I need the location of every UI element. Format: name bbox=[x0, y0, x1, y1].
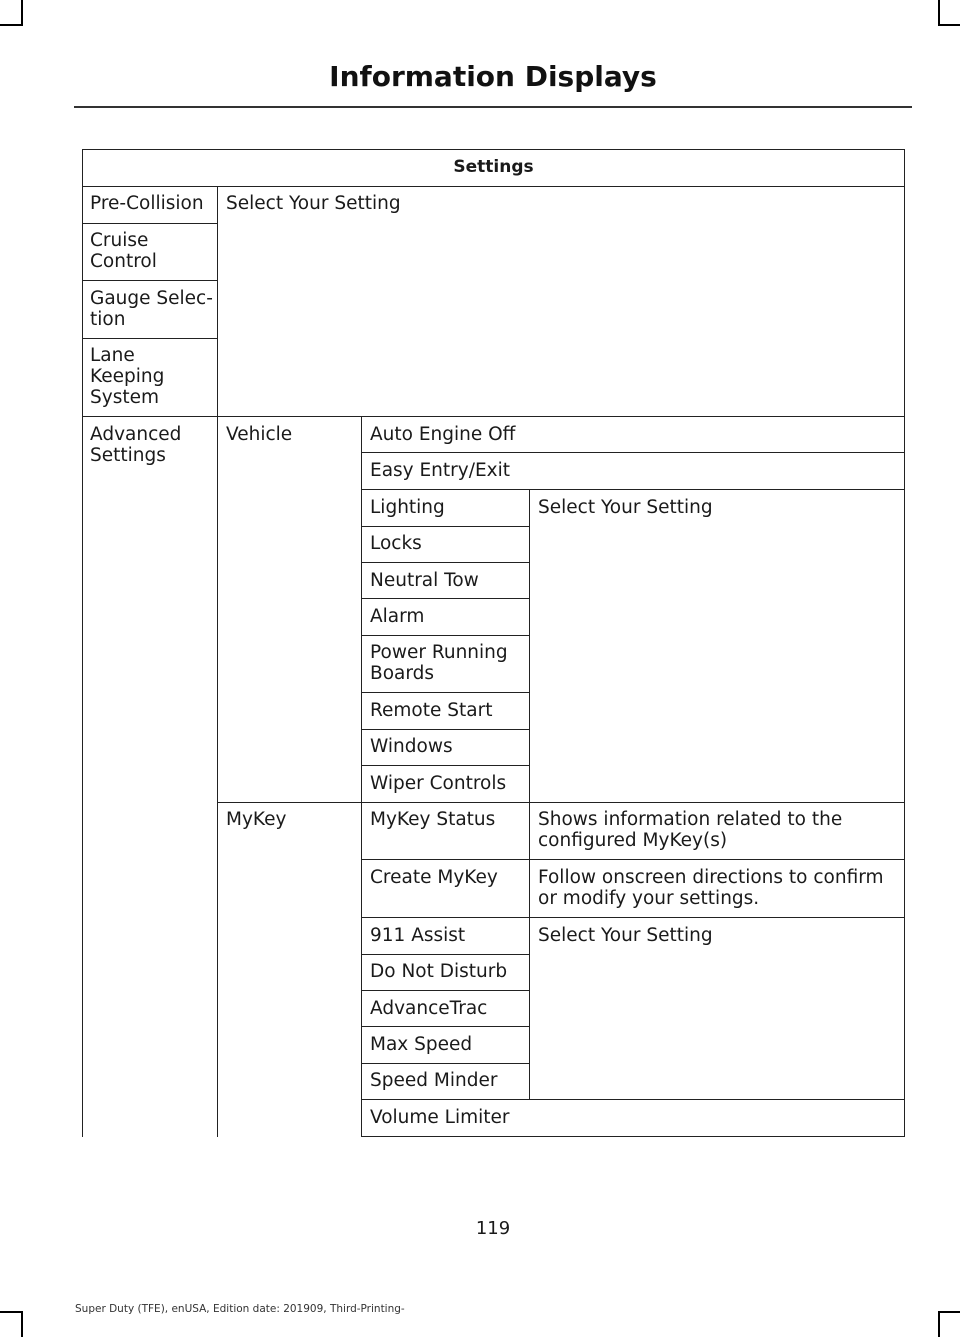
row-divider bbox=[361, 489, 905, 490]
cell-lighting: Lighting bbox=[370, 497, 445, 518]
row-divider bbox=[361, 765, 530, 766]
row-divider bbox=[361, 990, 530, 991]
cell-mykey-status: MyKey Status bbox=[370, 809, 496, 830]
row-divider bbox=[217, 802, 905, 803]
cell-alarm: Alarm bbox=[370, 606, 425, 627]
cell-cruise-control: Cruise Control bbox=[90, 230, 157, 272]
cell-911-assist: 911 Assist bbox=[370, 925, 466, 946]
row-divider bbox=[361, 729, 530, 730]
cell-max-speed: Max Speed bbox=[370, 1034, 473, 1055]
row-divider bbox=[82, 223, 218, 224]
table-border-right bbox=[904, 149, 905, 1137]
row-divider bbox=[361, 1136, 905, 1137]
cell-auto-engine-off: Auto Engine Off bbox=[370, 424, 516, 445]
cell-neutral-tow: Neutral Tow bbox=[370, 570, 479, 591]
cell-easy-entry-exit: Easy Entry/Exit bbox=[370, 460, 510, 481]
cell-select-your-setting: Select Your Setting bbox=[538, 925, 713, 946]
cell-advancetrac: AdvanceTrac bbox=[370, 998, 488, 1019]
cell-create-mykey-desc: Follow onscreen directions to confirm or modify your settings. bbox=[538, 867, 884, 909]
row-divider bbox=[82, 280, 218, 281]
row-divider bbox=[361, 452, 905, 453]
table-header: Settings bbox=[453, 157, 534, 177]
row-divider bbox=[361, 562, 530, 563]
row-divider bbox=[361, 1026, 530, 1027]
cell-select-your-setting: Select Your Setting bbox=[226, 193, 401, 214]
row-divider bbox=[361, 954, 530, 955]
cell-gauge-selection: Gauge Selec- tion bbox=[90, 288, 213, 330]
row-divider bbox=[361, 635, 530, 636]
row-divider bbox=[82, 416, 905, 417]
cell-mykey: MyKey bbox=[226, 809, 287, 830]
column-divider-1 bbox=[217, 186, 218, 1137]
table-border-left bbox=[82, 149, 83, 1137]
cell-wiper-controls: Wiper Controls bbox=[370, 773, 507, 794]
cell-select-your-setting: Select Your Setting bbox=[538, 497, 713, 518]
cell-volume-limiter: Volume Limiter bbox=[370, 1107, 510, 1128]
row-divider bbox=[361, 917, 905, 918]
cell-locks: Locks bbox=[370, 533, 422, 554]
cell-windows: Windows bbox=[370, 736, 453, 757]
row-divider bbox=[361, 692, 530, 693]
row-divider bbox=[82, 338, 218, 339]
cell-speed-minder: Speed Minder bbox=[370, 1070, 498, 1091]
cell-lane-keeping-system: Lane Keeping System bbox=[90, 345, 165, 408]
row-divider bbox=[361, 526, 530, 527]
cell-pre-collision: Pre-Collision bbox=[90, 193, 204, 214]
cell-remote-start: Remote Start bbox=[370, 700, 493, 721]
header-divider bbox=[82, 186, 905, 187]
column-divider-2 bbox=[361, 416, 362, 1137]
footer-edition: Super Duty (TFE), enUSA, Edition date: 201909, Third-Printing- bbox=[75, 1303, 405, 1315]
row-divider bbox=[361, 859, 905, 860]
row-divider bbox=[361, 1063, 530, 1064]
page-number: 119 bbox=[475, 1218, 511, 1239]
column-divider-3 bbox=[529, 489, 530, 802]
cell-create-mykey: Create MyKey bbox=[370, 867, 498, 888]
page-title: Information Displays bbox=[329, 60, 657, 93]
column-divider-3 bbox=[529, 802, 530, 1100]
table-border-top bbox=[82, 149, 905, 150]
cell-mykey-status-desc: Shows information related to the configured MyKey(s) bbox=[538, 809, 843, 851]
cell-advanced-settings: Advanced Settings bbox=[90, 424, 182, 466]
cell-do-not-disturb: Do Not Disturb bbox=[370, 961, 508, 982]
row-divider bbox=[361, 1099, 905, 1100]
cell-vehicle: Vehicle bbox=[226, 424, 293, 445]
row-divider bbox=[361, 598, 530, 599]
cell-power-running-boards: Power Running Boards bbox=[370, 642, 508, 684]
